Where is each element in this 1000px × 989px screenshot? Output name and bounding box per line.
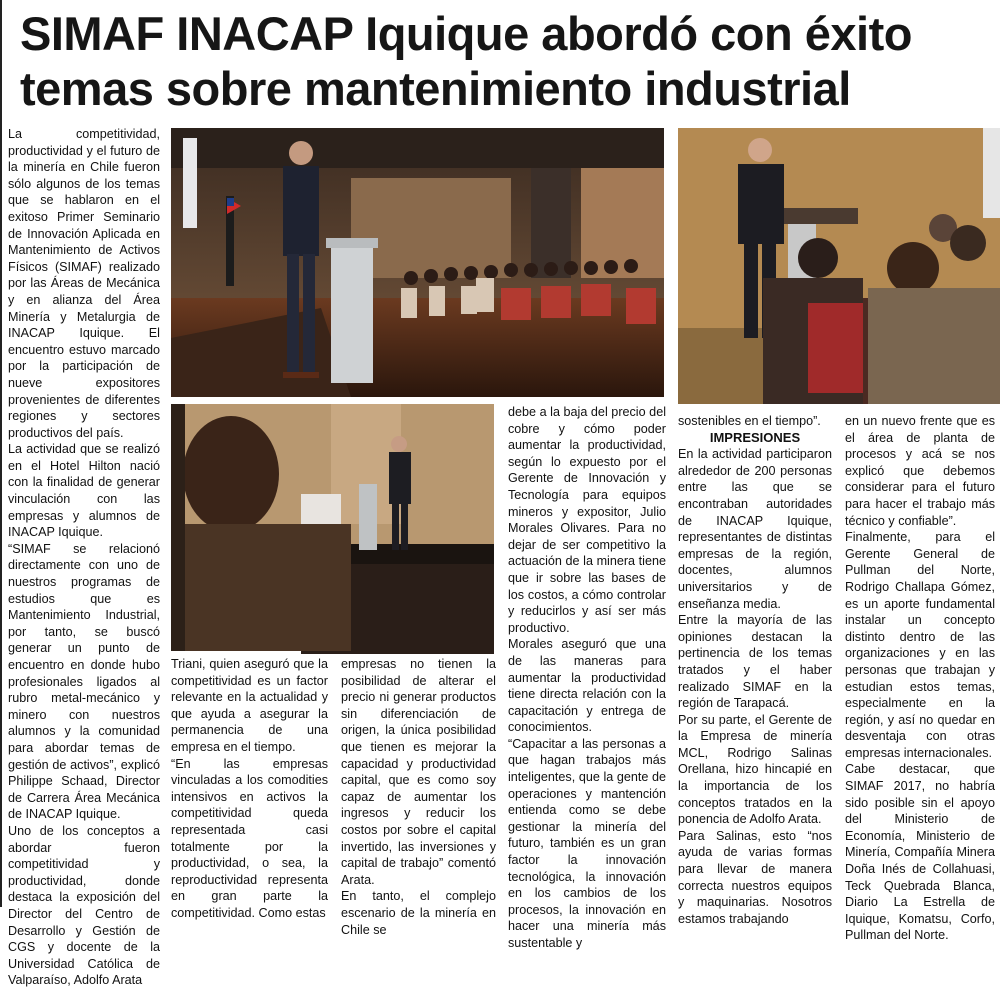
paragraph: En la actividad participaron alrededor de 200 personas entre las que se encontraban autoridades de INACAP Iquique, representantes de distintas empresas de la región, docentes, alumnos universitarios y de enseñanza media. — [678, 447, 832, 611]
paragraph: sostenibles en el tiempo”. — [678, 414, 821, 428]
paragraph: en un nuevo frente que es el área de planta de procesos y acá se nos explicó que debemos considerar para el futuro para hacer el trabajo más técnico y confiable”. — [845, 414, 995, 528]
article-column-5 — [678, 413, 832, 926]
paragraph: Triani, quien aseguró que la competitividad es un factor relevante en la actualidad y que ayuda a asegurar la permanencia de una empresa en el tiempo. — [171, 657, 328, 754]
paragraph: Finalmente, para el Gerente General de Pullman del Norte, Rodrigo Challapa Gómez, es un aporte fundamental instalar un concepto distinto dentro de las organizaciones y en las personas que trabajan y estudian estos temas, especialmente en la región, y así no quedar en desventaja con otras empresas internacionales. — [845, 530, 995, 760]
headline: SIMAF INACAP Iquique abordó con éxito temas sobre mantenimiento industrial — [20, 7, 912, 115]
photo-speaker-audience-image — [678, 128, 1000, 404]
page-border — [0, 0, 2, 907]
article-column-1 — [8, 126, 160, 988]
photo-speaker-audience — [678, 128, 1000, 404]
photo-stage-view — [171, 404, 494, 651]
paragraph: Morales aseguró que una de las maneras para aumentar la productividad tiene directa relación con la capacitación y entrega de conocimientos. — [508, 637, 666, 735]
paragraph: empresas no tienen la posibilidad de alterar el precio ni generar productos sin diferenciación de origen, la única posibilidad que tienen es mejorar la capacidad y productividad capital, que es como soy capaz de aumentar los ingresos y reducir los costos por sobre el capital invertido, las inversiones y capital de trabajo” comentó Arata. — [341, 657, 496, 887]
paragraph: Uno de los conceptos a abordar fueron competitividad y productividad, donde destaca la exposición del Director del Centro de Desarrollo y Gestión de CGS y docente de la Universidad Católica de Valparaíso, Adolfo Arata — [8, 823, 160, 988]
photo-speaker-podium — [171, 128, 664, 397]
paragraph: “SIMAF se relacionó directamente con uno de nuestros programas de estudios que es Mantenimiento Industrial, por tanto, se buscó generar un punto de encuentro en donde hubo profesionales ligados al rubro metal-mecánico y minero con nuestros alumnos y la comunidad para abordar temas de gestión de activos”, explicó Philippe Schaad, Director de Carrera Área Mecánica de INACAP Iquique. — [8, 541, 160, 822]
paragraph: “En las empresas vinculadas a los comodities intensivos en activos la competitividad queda representada casi totalmente por la productividad, o sea, la reproductividad representa en gran parte la competitividad. Como estas — [171, 756, 328, 920]
photo-stage-view-image — [171, 404, 494, 651]
section-subhead: IMPRESIONES — [709, 429, 801, 445]
paragraph: La actividad que se realizó en el Hotel Hilton nació con la finalidad de generar vinculación con las empresas y alumnos de INACAP Iquique. — [8, 442, 160, 540]
paragraph: debe a la baja del precio del cobre y cómo poder aumentar la productividad, según lo expuesto por el Gerente de Innovación y Tecnología para equipos mineros y expositor, Julio Morales Olivares. Para no dejar de ser competitivo la actuación de la minera tiene que ir sobre las bases de los costos, a cómo controlar y reducirlos y así ser más productivo. — [508, 405, 666, 635]
article-column-2 — [171, 656, 328, 920]
paragraph: “Capacitar a las personas a que hagan trabajos más inteligentes, que la gente de operaciones y mantención entienda como se debe gestionar la minería del futuro, también es un gran factor la innovación tecnológica, la innovación en los cambios de los procesos, la innovación en hacer una minería más sustentable y — [508, 736, 666, 950]
article-column-3 — [341, 656, 496, 937]
paragraph: Cabe destacar, que SIMAF 2017, no habría sido posible sin el apoyo del Ministerio de Economía, Ministerio de Minería, Compañía Minera Doña Inés de Collahuasi, Teck Quebrada Blanca, Diario La Estrella de Iquique, Komatsu, Corfo, Pullman del Norte. — [845, 762, 995, 943]
paragraph: La competitividad, productividad y el futuro de la minería en Chile fueron sólo algunos de los temas que se hablaron en el exitoso Primer Seminario de Innovación Aplicada en Mantenimiento de Activos Físicos (SIMAF) realizado por las Áreas de Mecánica y en alianza del Área Minería y Metalurgia de INACAP Iquique. El encuentro estuvo marcado por la participación de nueve expositores provenientes de diferentes regiones y sectores productivos del país. — [8, 127, 160, 440]
photo-speaker-podium-image — [171, 128, 664, 397]
paragraph: Por su parte, el Gerente de la Empresa de minería MCL, Rodrigo Salinas Orellana, hizo hincapié en la importancia de los conceptos tratados en la ponencia de Adolfo Arata. — [678, 712, 832, 827]
paragraph: En tanto, el complejo escenario de la minería en Chile se — [341, 889, 496, 937]
article-column-4 — [508, 404, 666, 950]
article-column-6 — [845, 413, 995, 943]
paragraph: Entre la mayoría de las opiniones destacan la pertinencia de los temas tratados y el haber realizado SIMAF en la región de Tarapacá. — [678, 613, 832, 711]
paragraph: Para Salinas, esto “nos ayuda de varias formas para llevar de manera correcta nuestros equipos y maquinarias. Nosotros estamos trabajando — [678, 828, 832, 926]
